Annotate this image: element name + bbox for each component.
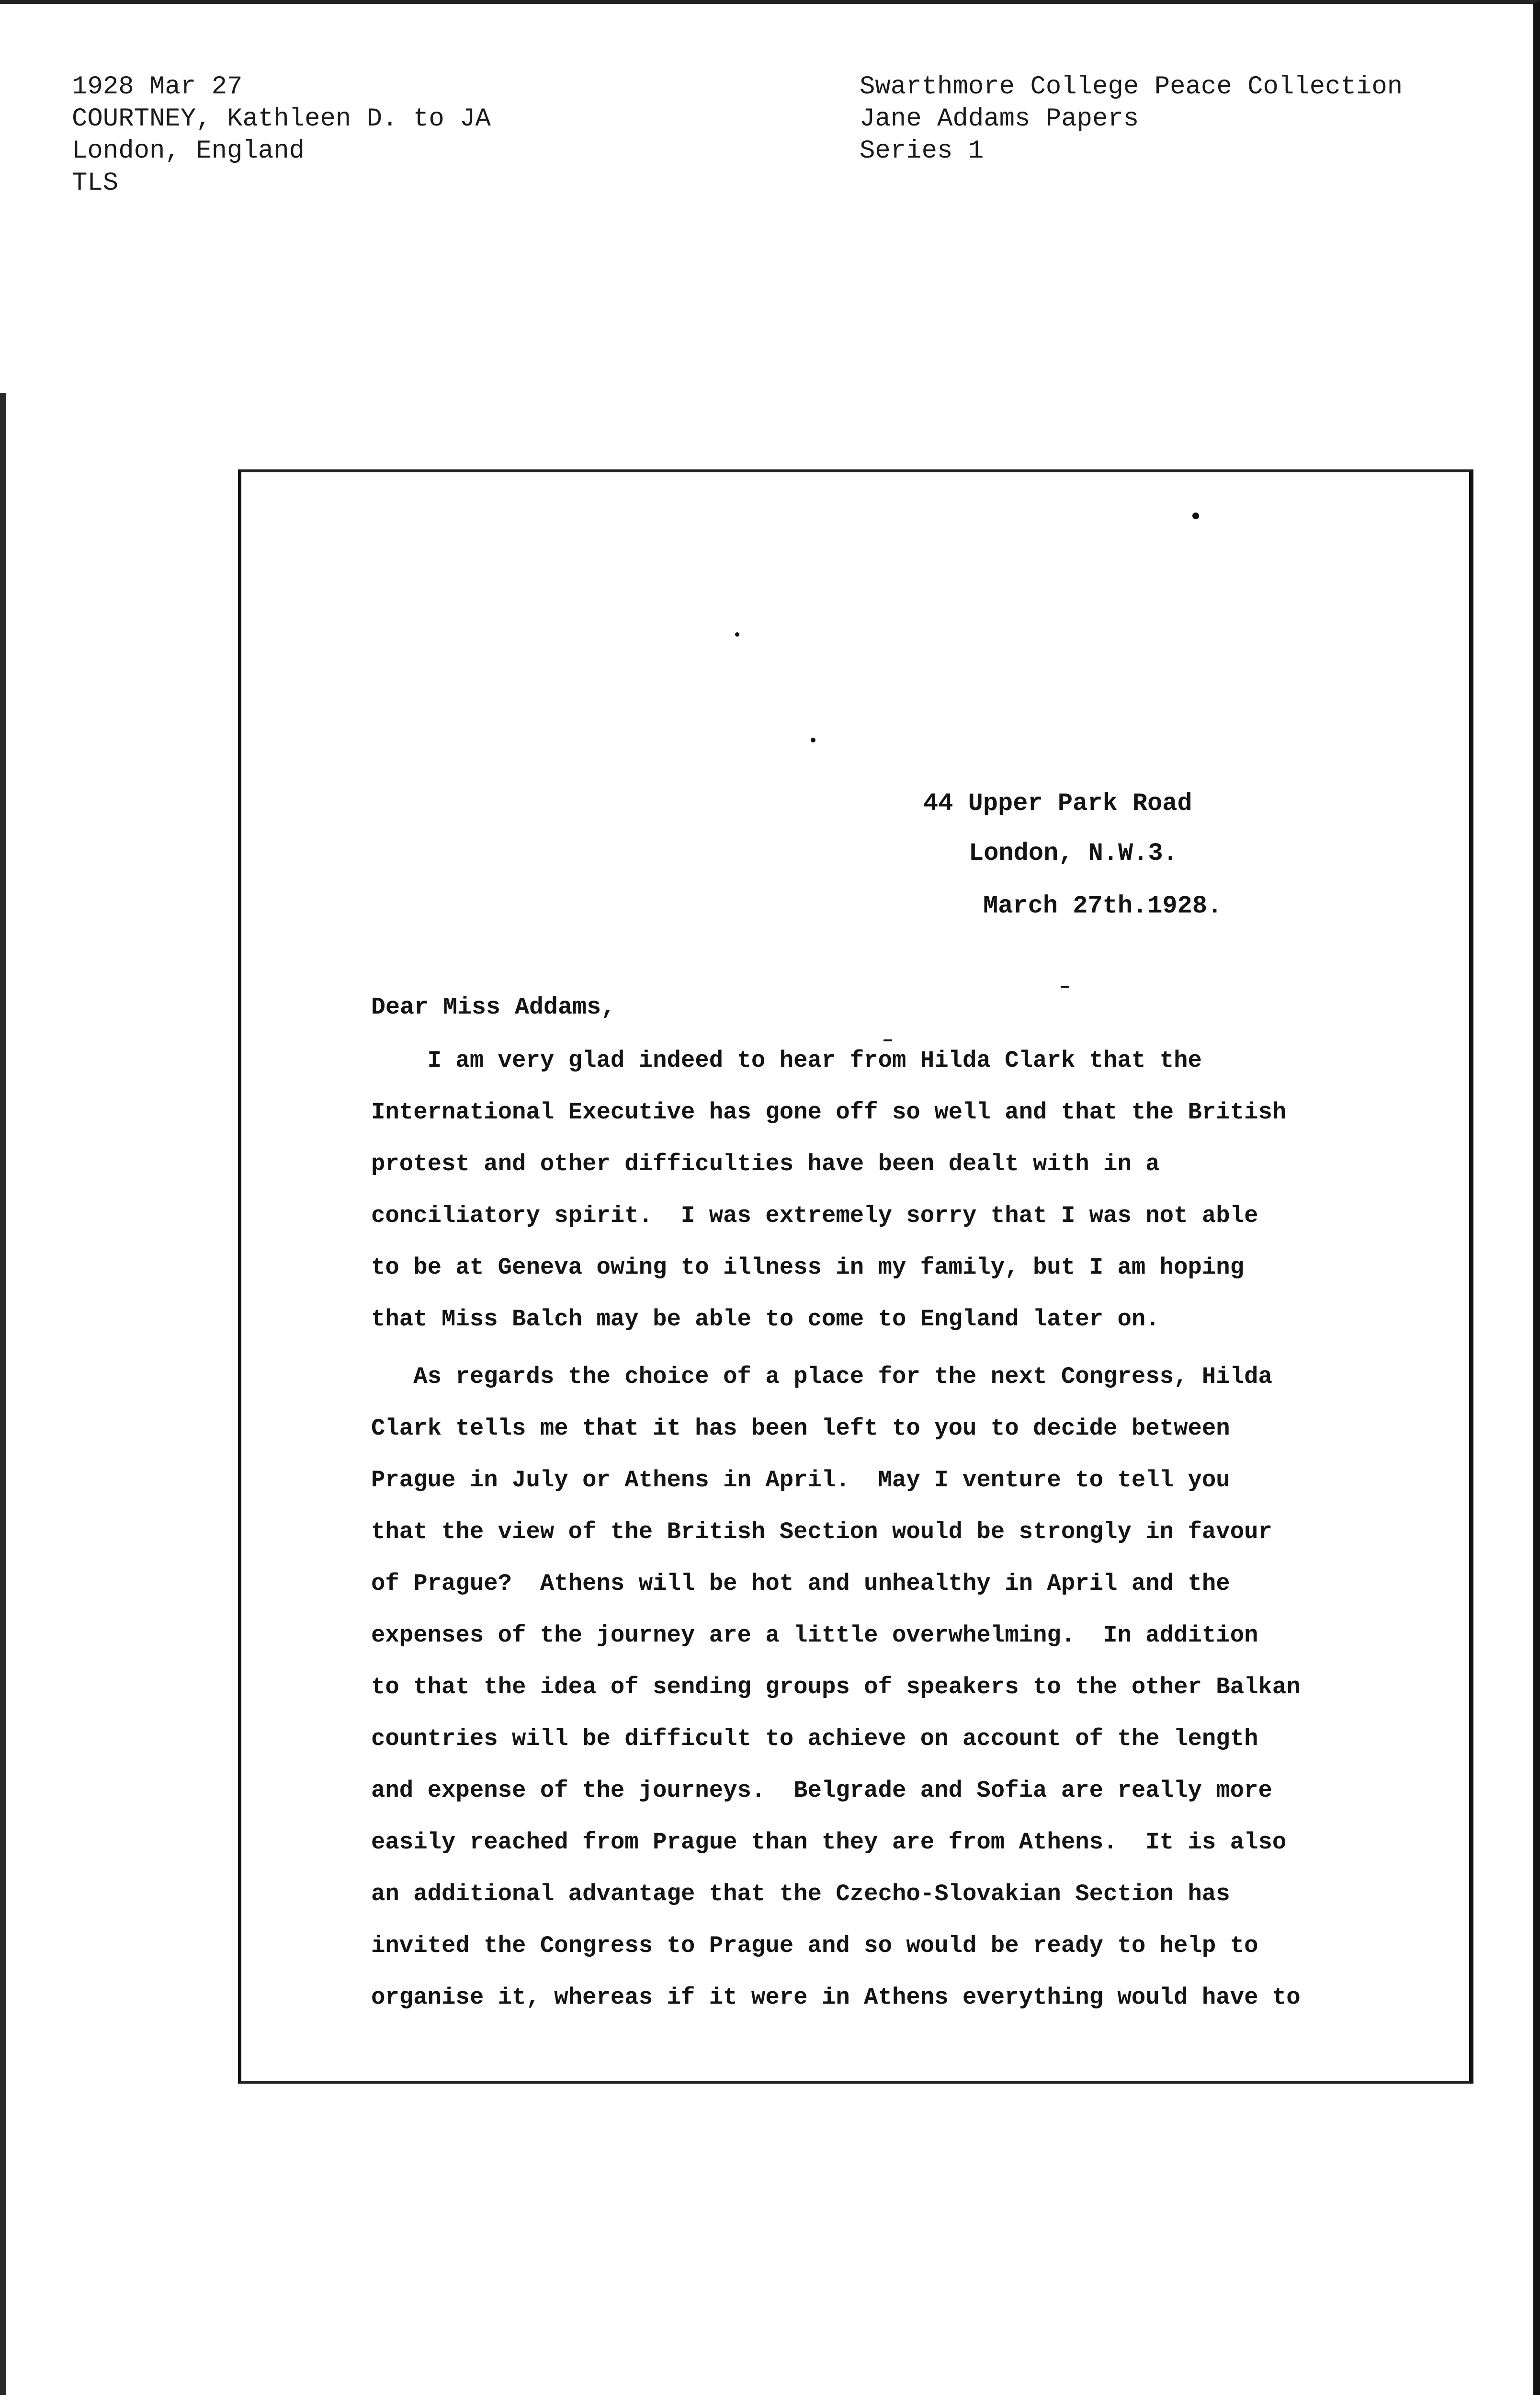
body-line: easily reached from Prague than they are from Athens. It is also <box>371 1829 1287 1856</box>
body-line: conciliatory spirit. I was extremely sorry that I was not able <box>371 1202 1258 1229</box>
sender-city: London, N.W.3. <box>969 839 1178 867</box>
archival-correspondents: COURTNEY, Kathleen D. to JA <box>72 104 491 134</box>
archival-collection: Swarthmore College Peace Collection <box>860 72 1403 102</box>
paragraph-1 <box>371 1035 1377 1345</box>
body-line: of Prague? Athens will be hot and unhealthy in April and the <box>371 1570 1230 1597</box>
body-line: expenses of the journey are a little overwhelming. In addition <box>371 1622 1258 1649</box>
scan-speck <box>1061 986 1069 988</box>
body-line: Prague in July or Athens in April. May I venture to tell you <box>371 1467 1230 1494</box>
body-line: that the view of the British Section would be strongly in favour <box>371 1518 1272 1545</box>
body-line: an additional advantage that the Czecho-Slovakian Section has <box>371 1881 1230 1907</box>
body-line: As regards the choice of a place for the next Congress, Hilda <box>371 1363 1272 1390</box>
letter-date: March 27th.1928. <box>983 892 1223 920</box>
body-line: and expense of the journeys. Belgrade and Sofia are really more <box>371 1777 1272 1804</box>
scan-speck <box>735 632 739 637</box>
scan-edge <box>0 393 6 2395</box>
salutation: Dear Miss Addams, <box>371 994 616 1021</box>
body-line: Clark tells me that it has been left to you to decide between <box>371 1415 1230 1442</box>
body-line: to that the idea of sending groups of speakers to the other Balkan <box>371 1674 1301 1700</box>
body-line: I am very glad indeed to hear from Hilda Clark that the <box>371 1047 1202 1074</box>
body-line: International Executive has gone off so well and that the British <box>371 1099 1287 1126</box>
archival-date: 1928 Mar 27 <box>72 72 243 102</box>
body-line: that Miss Balch may be able to come to England later on. <box>371 1306 1160 1333</box>
scan-speck <box>811 738 815 742</box>
body-line: organise it, whereas if it were in Athens everything would have to <box>371 1984 1301 2011</box>
scan-speck <box>1192 513 1199 519</box>
archival-header-right <box>860 71 1506 167</box>
archival-series: Series 1 <box>860 137 984 166</box>
body-line: invited the Congress to Prague and so would be ready to help to <box>371 1932 1258 1959</box>
paragraph-2 <box>371 1351 1377 2023</box>
body-line: protest and other difficulties have been dealt with in a <box>371 1151 1160 1177</box>
archival-papers: Jane Addams Papers <box>860 104 1139 134</box>
sender-street: 44 Upper Park Road <box>923 789 1192 818</box>
body-line: to be at Geneva owing to illness in my family, but I am hoping <box>371 1254 1245 1281</box>
archival-header-left <box>72 71 790 199</box>
body-line: countries will be difficult to achieve on account of the length <box>371 1725 1258 1752</box>
archival-type: TLS <box>72 169 119 198</box>
archival-place: London, England <box>72 137 305 166</box>
